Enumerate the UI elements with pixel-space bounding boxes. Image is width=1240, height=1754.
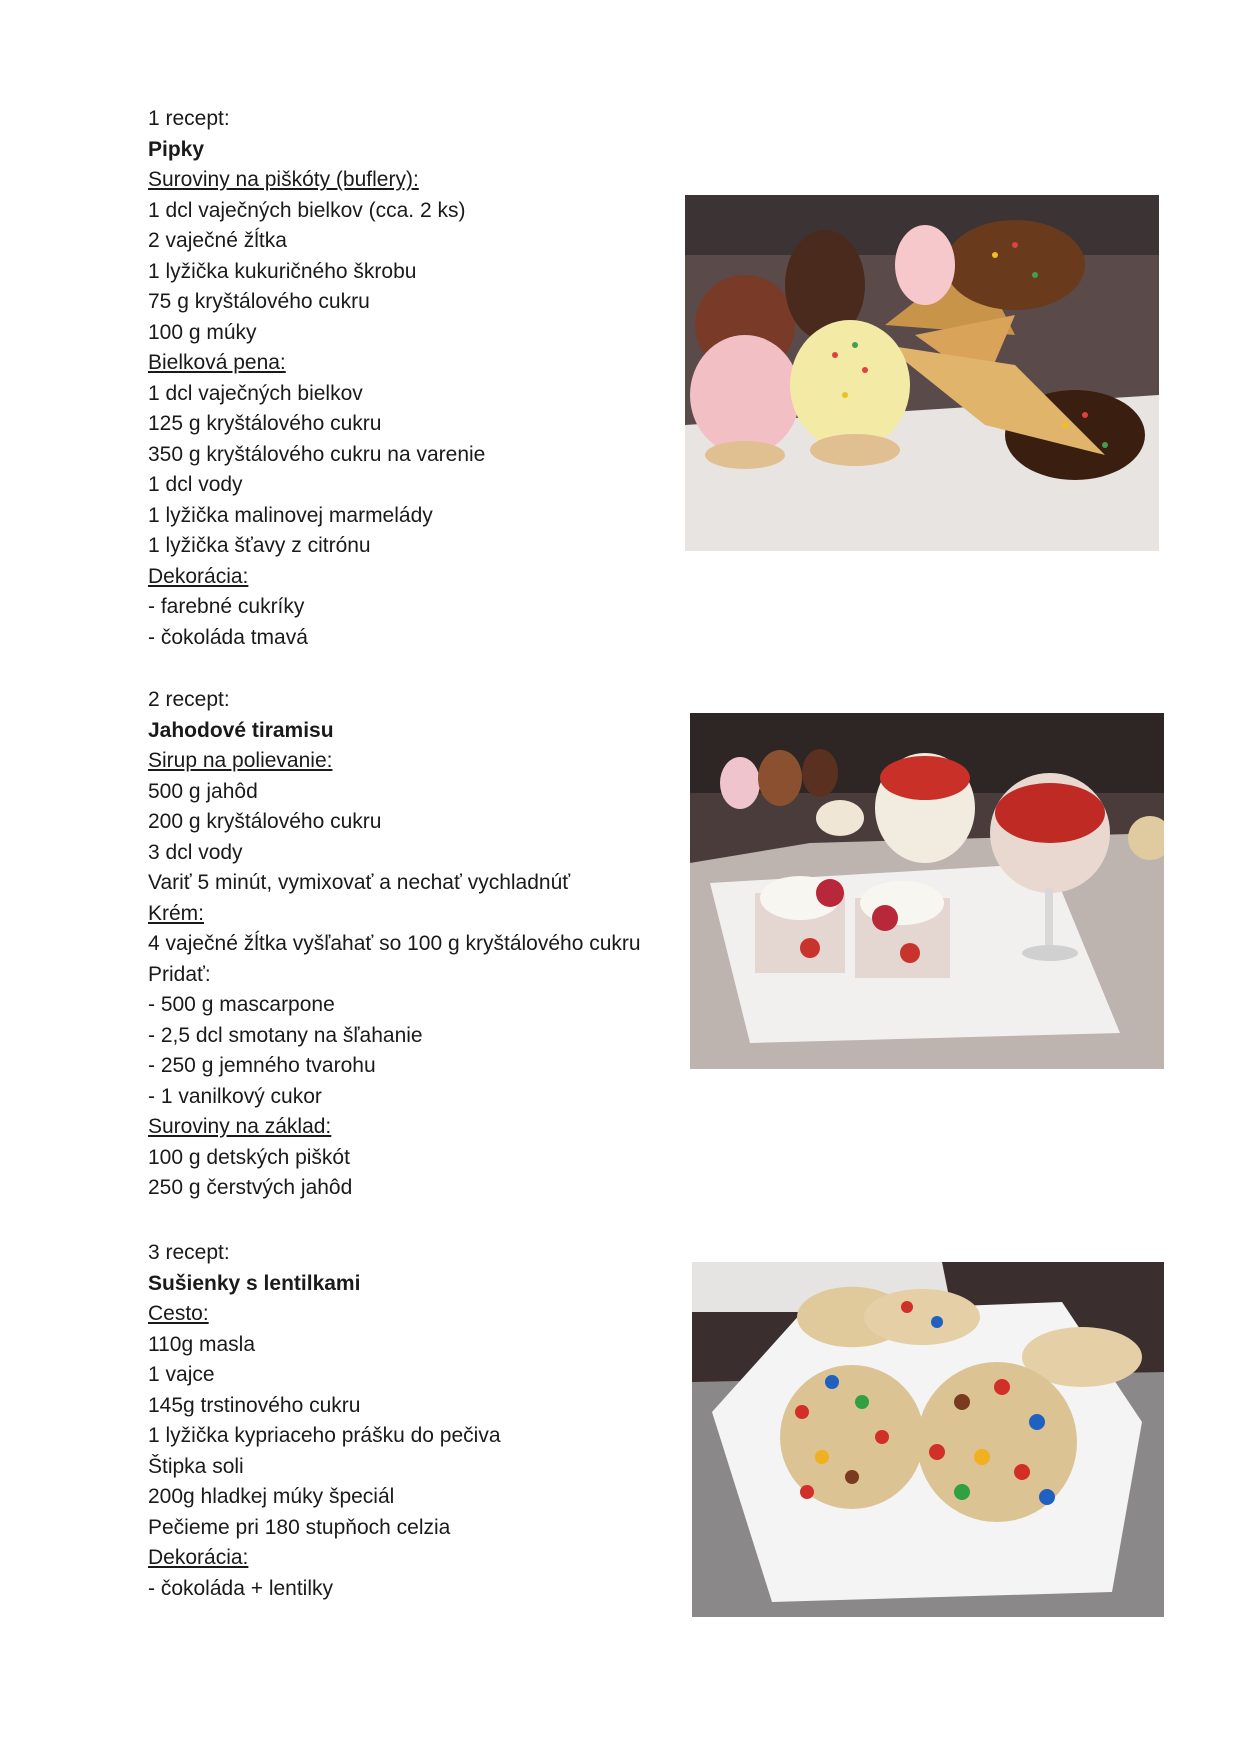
ingredient-line: 250 g čerstvých jahôd — [148, 1176, 353, 1199]
ingredient-line: 100 g detských piškót — [148, 1145, 350, 1169]
ingredient-list — [148, 1299, 501, 1604]
cookies-photo — [692, 1262, 1164, 1617]
section-heading: Cesto: — [148, 1302, 209, 1325]
section-heading: Bielková pena: — [148, 351, 286, 374]
ingredient-line: - čokoláda tmavá — [148, 625, 308, 649]
recipe-2 — [148, 685, 641, 1204]
section-heading: Krém: — [148, 901, 205, 925]
recipe-number: 3 recept: — [148, 1241, 230, 1264]
ingredient-line: 350 g kryštálového cukru na varenie — [148, 442, 486, 466]
ingredient-line: Pridať: — [148, 962, 211, 986]
recipe-number: 2 recept: — [148, 688, 230, 711]
ingredient-line: 500 g jahôd — [148, 779, 258, 803]
ingredient-line: - 500 g mascarpone — [148, 993, 335, 1016]
ingredient-list — [148, 165, 485, 653]
ingredient-line: 125 g kryštálového cukru — [148, 412, 382, 435]
section-heading: Suroviny na piškóty (buflery): — [148, 168, 419, 191]
recipe-number: 1 recept: — [148, 107, 230, 130]
ingredient-line: 1 lyžička malinovej marmelády — [148, 503, 433, 527]
ingredient-line: Pečieme pri 180 stupňoch celzia — [148, 1515, 451, 1539]
ingredient-line: 1 lyžička kukuričného škrobu — [148, 259, 417, 283]
ingredient-line: 100 g múky — [148, 320, 257, 344]
ingredient-line: - čokoláda + lentilky — [148, 1576, 334, 1600]
ingredient-line: 200g hladkej múky špeciál — [148, 1485, 395, 1508]
ingredient-line: - 250 g jemného tvarohu — [148, 1054, 376, 1077]
recipe-title: Sušienky s lentilkami — [148, 1271, 361, 1295]
ingredient-line: 2 vaječné žĺtka — [148, 229, 287, 252]
ingredient-line: 1 dcl vody — [148, 473, 243, 496]
ingredient-line: 1 lyžička kypriaceho prášku do pečiva — [148, 1424, 501, 1447]
section-heading: Sirup na polievanie: — [148, 749, 333, 772]
ingredient-line: Štipka soli — [148, 1454, 244, 1478]
section-heading: Suroviny na základ: — [148, 1115, 332, 1138]
ingredient-line: 4 vaječné žĺtka vyšľahať so 100 g kryštálového cukru — [148, 932, 641, 955]
ingredient-line: 110g masla — [148, 1332, 256, 1356]
tiramisu-photo — [690, 713, 1164, 1069]
section-heading: Dekorácia: — [148, 564, 249, 588]
ingredient-line: 145g trstinového cukru — [148, 1393, 361, 1417]
ingredient-line: - farebné cukríky — [148, 595, 305, 618]
section-heading: Dekorácia: — [148, 1546, 249, 1569]
ingredient-line: 1 dcl vaječných bielkov — [148, 381, 363, 405]
ingredient-line: 1 vajce — [148, 1363, 215, 1386]
ingredient-line: 3 dcl vody — [148, 840, 243, 864]
ingredient-line: 75 g kryštálového cukru — [148, 290, 370, 313]
ingredient-line: 200 g kryštálového cukru — [148, 810, 382, 833]
ingredient-line: 1 dcl vaječných bielkov (cca. 2 ks) — [148, 198, 466, 222]
ingredient-line: - 2,5 dcl smotany na šľahanie — [148, 1023, 423, 1047]
recipe-3 — [148, 1238, 501, 1604]
pipky-photo — [685, 195, 1159, 551]
recipe-title: Jahodové tiramisu — [148, 718, 334, 742]
ingredient-line: Variť 5 minút, vymixovať a nechať vychladnúť — [148, 871, 571, 894]
ingredient-list — [148, 746, 641, 1204]
ingredient-line: 1 lyžička šťavy z citrónu — [148, 534, 371, 557]
recipe-1 — [148, 104, 485, 653]
ingredient-line: - 1 vanilkový cukor — [148, 1084, 322, 1108]
recipe-title: Pipky — [148, 137, 205, 161]
